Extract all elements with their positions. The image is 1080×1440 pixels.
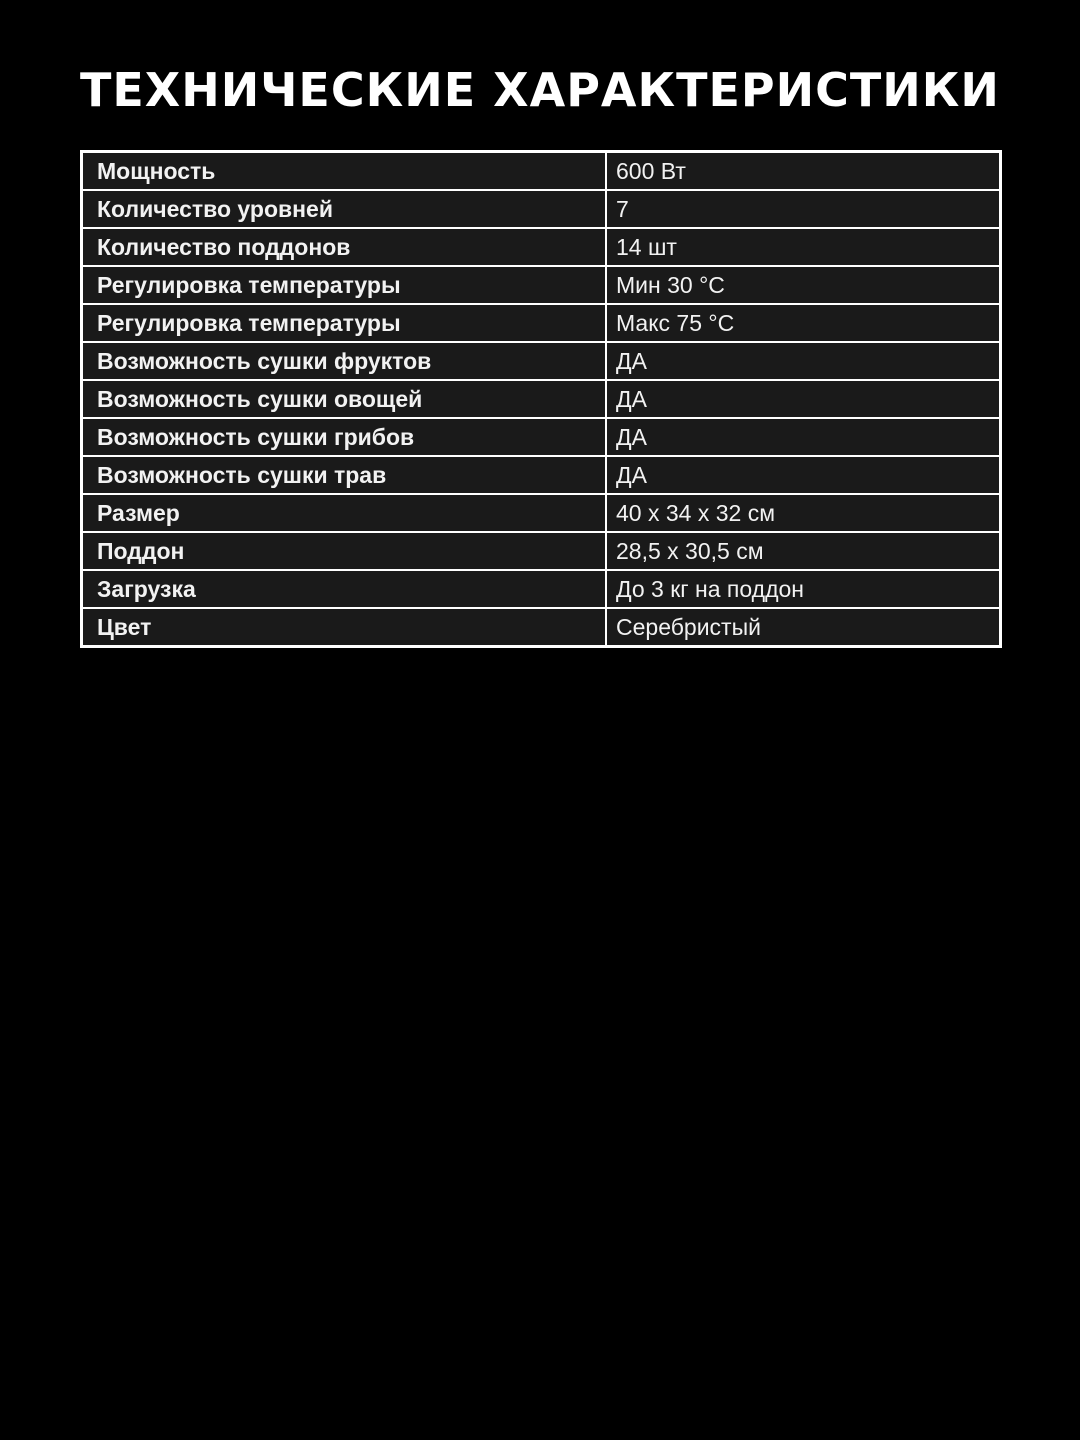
spec-param: Мощность [82, 152, 607, 191]
spec-value: 14 шт [606, 228, 1001, 266]
spec-value: ДА [606, 418, 1001, 456]
spec-param: Возможность сушки трав [82, 456, 607, 494]
spec-param: Регулировка температуры [82, 304, 607, 342]
table-row [82, 608, 1001, 647]
table-row [82, 380, 1001, 418]
spec-param: Поддон [82, 532, 607, 570]
page-title: ТЕХНИЧЕСКИЕ ХАРАКТЕРИСТИКИ [80, 63, 1000, 117]
spec-value: Макс 75 °C [606, 304, 1001, 342]
table-row [82, 304, 1001, 342]
spec-value: 7 [606, 190, 1001, 228]
spec-param: Количество уровней [82, 190, 607, 228]
spec-value: ДА [606, 456, 1001, 494]
table-row [82, 456, 1001, 494]
spec-param: Возможность сушки грибов [82, 418, 607, 456]
spec-param: Возможность сушки овощей [82, 380, 607, 418]
table-row [82, 570, 1001, 608]
spec-value: ДА [606, 380, 1001, 418]
table-row [82, 342, 1001, 380]
spec-param: Загрузка [82, 570, 607, 608]
spec-param: Возможность сушки фруктов [82, 342, 607, 380]
spec-value: Мин 30 °C [606, 266, 1001, 304]
spec-value: 40 х 34 х 32 см [606, 494, 1001, 532]
spec-value: До 3 кг на поддон [606, 570, 1001, 608]
table-row [82, 190, 1001, 228]
table-row [82, 532, 1001, 570]
spec-param: Количество поддонов [82, 228, 607, 266]
table-row [82, 266, 1001, 304]
table-row [82, 152, 1001, 191]
table-row [82, 494, 1001, 532]
specs-table [80, 150, 1002, 648]
table-row [82, 228, 1001, 266]
spec-param: Цвет [82, 608, 607, 647]
spec-value: 28,5 х 30,5 см [606, 532, 1001, 570]
table-row [82, 418, 1001, 456]
spec-param: Размер [82, 494, 607, 532]
spec-value: 600 Вт [606, 152, 1001, 191]
spec-value: Серебристый [606, 608, 1001, 647]
spec-param: Регулировка температуры [82, 266, 607, 304]
spec-value: ДА [606, 342, 1001, 380]
